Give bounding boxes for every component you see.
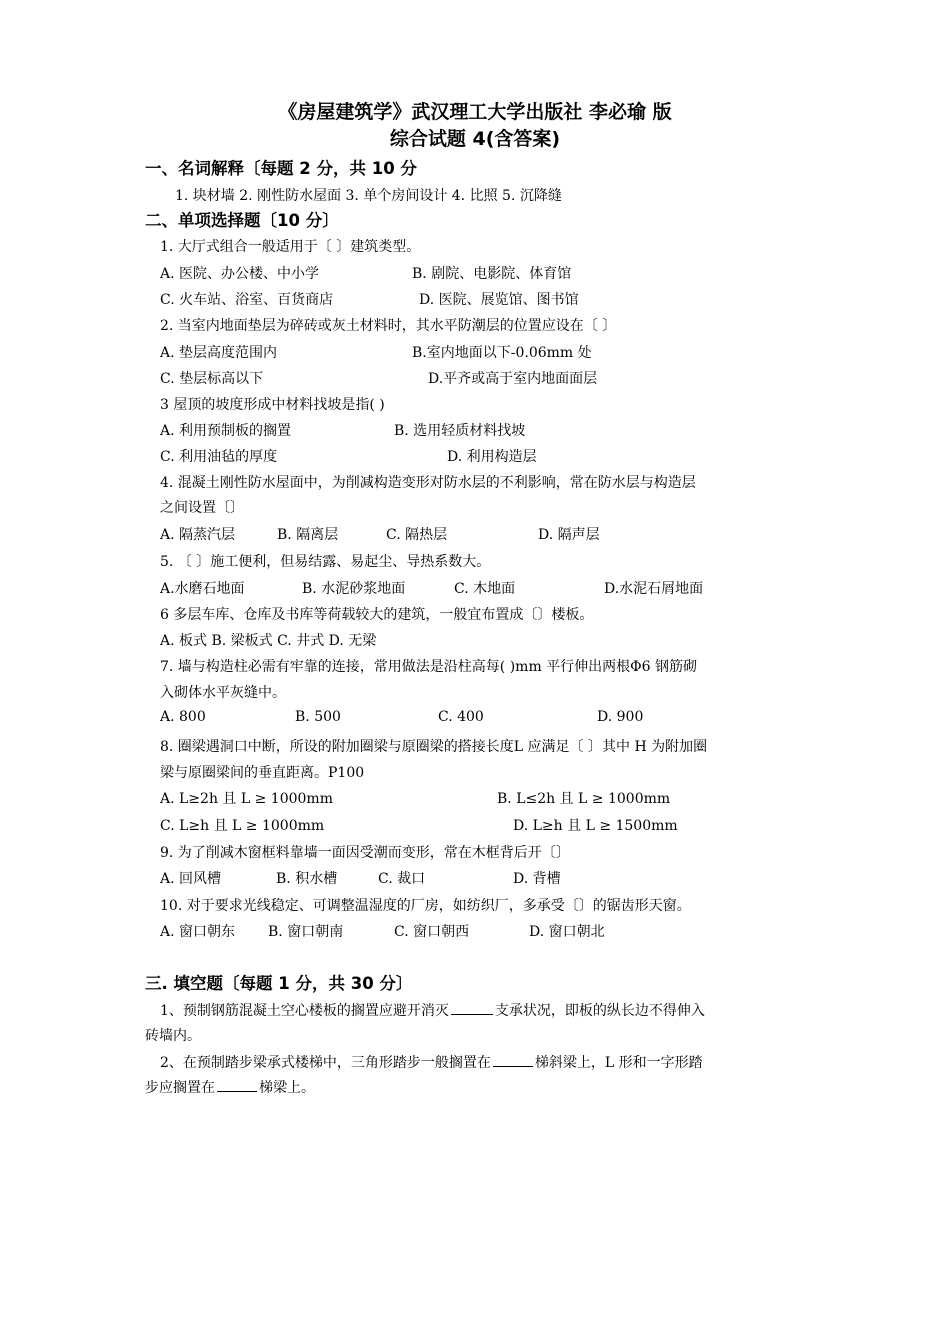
section-1-terms: 1. 块材墙 2. 刚性防水屋面 3. 单个房间设计 4. 比照 5. 沉降缝 [175, 188, 562, 204]
question-2: 2. 当室内地面垫层为碎砖或灰土材料时，其水平防潮层的位置应设在〔 〕 [160, 318, 617, 334]
fill-question-1-line-1 [160, 1000, 705, 1020]
question-10: 10. 对于要求光线稳定、可调整温湿度的厂房，如纺织厂，多承受〔〕的锯齿形天窗。 [160, 898, 691, 914]
question-4-line-2: 之间设置〔〕 [160, 500, 244, 516]
q5-option-b: B. 水泥砂浆地面 [302, 581, 406, 597]
fill-2-text-d: 梯梁上。 [259, 1080, 315, 1096]
section-2-heading: 二、单项选择题〔10 分〕 [145, 211, 339, 230]
q5-option-a: A.水磨石地面 [160, 581, 245, 597]
fill-2-blank-1 [493, 1052, 533, 1067]
q6-options: A. 板式 B. 梁板式 C. 井式 D. 无梁 [160, 633, 377, 649]
q2-option-a: A. 垫层高度范围内 [160, 345, 278, 361]
q8-option-a: A. L≥2h 且 L ≥ 1000mm [160, 791, 333, 807]
fill-1-blank [451, 1000, 493, 1015]
q4-option-d: D. 隔声层 [538, 527, 600, 543]
q2-option-c: C. 垫层标高以下 [160, 371, 264, 387]
q2-option-d: D.平齐或高于室内地面面层 [428, 371, 598, 387]
fill-1-text-a: 1、预制钢筋混凝土空心楼板的搁置应避开消灭 [160, 1003, 449, 1019]
question-8-line-1: 8. 圈梁遇洞口中断，所设的附加圈梁与原圈梁的搭接长度L 应满足〔 〕其中 H 为附加圈 [160, 739, 708, 755]
q8-option-b: B. L≤2h 且 L ≥ 1000mm [497, 791, 671, 807]
q5-option-c: C. 木地面 [454, 581, 516, 597]
q5-option-d: D.水泥石屑地面 [604, 581, 704, 597]
q10-option-b: B. 窗口朝南 [268, 924, 344, 940]
question-7-line-2: 入砌体水平灰缝中。 [160, 685, 286, 701]
q7-option-b: B. 500 [295, 709, 341, 725]
q7-option-c: C. 400 [438, 709, 484, 725]
question-7-line-1: 7. 墙与构造柱必需有牢靠的连接，常用做法是沿柱高每( )mm 平行伸出两根Φ6 钢筋砌 [160, 659, 698, 675]
q7-option-a: A. 800 [160, 709, 206, 725]
section-3-heading: 三. 填空题〔每题 1 分，共 30 分〕 [145, 974, 413, 993]
question-8-line-2: 梁与原圈梁间的垂直距离。P100 [160, 765, 365, 781]
question-1: 1. 大厅式组合一般适用于〔 〕建筑类型。 [160, 239, 421, 255]
q3-option-c: C. 利用油毡的厚度 [160, 449, 278, 465]
q9-option-a: A. 回风槽 [160, 871, 222, 887]
q1-option-d: D. 医院、展览馆、图书馆 [419, 292, 579, 308]
fill-question-2-line-2 [145, 1077, 315, 1097]
q9-option-d: D. 背槽 [513, 871, 561, 887]
q1-option-b: B. 剧院、电影院、体育馆 [412, 266, 572, 282]
q2-option-b: B.室内地面以下-0.06mm 处 [412, 345, 592, 361]
q4-option-b: B. 隔离层 [277, 527, 339, 543]
q10-option-d: D. 窗口朝北 [529, 924, 605, 940]
section-1-heading: 一、名词解释〔每题 2 分，共 10 分 [145, 159, 417, 178]
q4-option-c: C. 隔热层 [386, 527, 448, 543]
q8-option-d: D. L≥h 且 L ≥ 1500mm [513, 818, 678, 834]
q8-option-c: C. L≥h 且 L ≥ 1000mm [160, 818, 325, 834]
fill-2-text-b: 梯斜梁上，L 形和一字形踏 [534, 1055, 703, 1071]
q1-option-c: C. 火车站、浴室、百货商店 [160, 292, 334, 308]
q7-option-d: D. 900 [597, 709, 644, 725]
question-3: 3 屋顶的坡度形成中材料找坡是指( ) [160, 397, 385, 413]
q10-option-a: A. 窗口朝东 [160, 924, 236, 940]
fill-question-1-line-2: 砖墙内。 [145, 1028, 201, 1044]
question-5: 5. 〔 〕施工便利，但易结露、易起尘、导热系数大。 [160, 554, 491, 570]
document-title: 《房屋建筑学》武汉理工大学出版社 李必瑜 版 [278, 101, 672, 123]
question-4-line-1: 4. 混凝土刚性防水屋面中，为削减构造变形对防水层的不利影响，常在防水层与构造层 [160, 475, 696, 491]
document-subtitle: 综合试题 4(含答案) [389, 128, 561, 150]
q9-option-b: B. 积水槽 [276, 871, 338, 887]
fill-question-2-line-1 [160, 1052, 703, 1072]
q3-option-a: A. 利用预制板的搁置 [160, 423, 292, 439]
fill-1-text-b: 支承状况，即板的纵长边不得伸入 [494, 1003, 705, 1019]
q3-option-b: B. 选用轻质材料找坡 [394, 423, 526, 439]
fill-2-blank-2 [217, 1077, 257, 1092]
q10-option-c: C. 窗口朝西 [394, 924, 470, 940]
q1-option-a: A. 医院、办公楼、中小学 [160, 266, 320, 282]
fill-2-text-a: 2、在预制踏步梁承式楼梯中，三角形踏步一般搁置在 [160, 1055, 491, 1071]
question-9: 9. 为了削减木窗框料靠墙一面因受潮而变形，常在木框背后开〔〕 [160, 845, 570, 861]
q4-option-a: A. 隔蒸汽层 [160, 527, 236, 543]
q3-option-d: D. 利用构造层 [447, 449, 537, 465]
q9-option-c: C. 裁口 [378, 871, 426, 887]
question-6: 6 多层车库、仓库及书库等荷载较大的建筑，一般宜布置成〔〕楼板。 [160, 607, 594, 623]
fill-2-text-c: 步应搁置在 [145, 1080, 215, 1096]
